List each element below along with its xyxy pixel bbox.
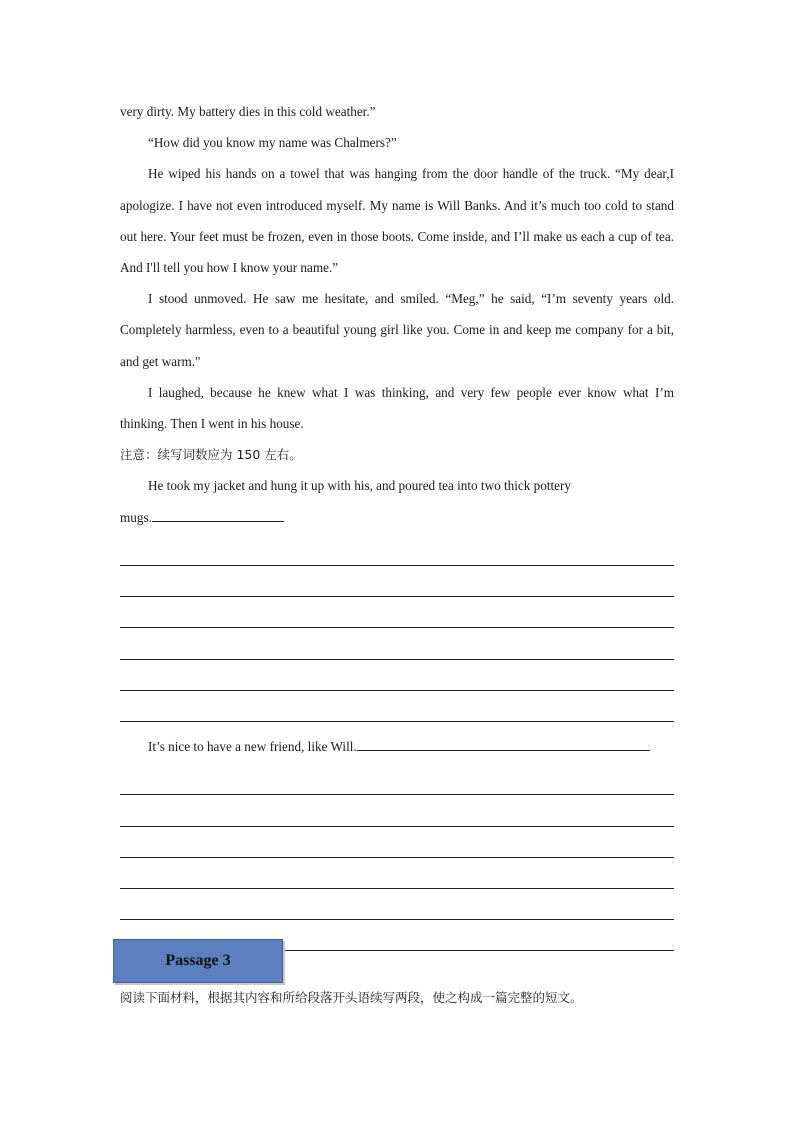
answer-line[interactable] (120, 660, 674, 691)
story-paragraph-5: I laughed, because he knew what I was thinking, and very few people ever know what I’m thinking. Then I went in his house. (120, 384, 674, 432)
answer-lines-1 (120, 535, 674, 722)
writing-prompt-1-line-1: He took my jacket and hung it up with his, and poured tea into two thick pottery (148, 478, 572, 494)
passage-3-label: Passage 3 (165, 952, 231, 969)
answer-line[interactable] (120, 764, 674, 795)
answer-blank-2[interactable] (357, 738, 650, 751)
passage-3-heading (113, 939, 283, 983)
answer-line[interactable] (120, 795, 674, 826)
answer-line[interactable] (120, 628, 674, 659)
answer-line[interactable] (120, 889, 674, 920)
word-count-note: 注意：续写词数应为 150 左右。 (120, 447, 302, 463)
story-paragraph-1: very dirty. My battery dies in this cold weather.” (120, 104, 376, 119)
story-paragraph-4: I stood unmoved. He saw me hesitate, and smiled. “Meg,” he said, “I’m seventy years old. Completely harmless, even to a beautiful young girl like you. Come in and keep me company for a bit, and get warm." (120, 291, 674, 369)
writing-prompt-1-line-2 (120, 502, 674, 533)
answer-line[interactable] (120, 535, 674, 566)
answer-line[interactable] (120, 691, 674, 722)
answer-lines-2 (120, 764, 674, 951)
answer-line[interactable] (120, 566, 674, 597)
answer-line[interactable] (120, 827, 674, 858)
writing-prompt-2 (120, 731, 674, 762)
story-paragraph-3: He wiped his hands on a towel that was hanging from the door handle of the truck. “My dear,I apologize. I have not even introduced myself. My name is Will Banks. And it’s much too cold to stand out here. Your feet must be frozen, even in those boots. Come inside, and I’ll make us each a cup of tea. And I'll tell you how I know your name.” (120, 166, 674, 276)
passage-3-instruction: 阅读下面材料，根据其内容和所给段落开头语续写两段，使之构成一篇完整的短文。 (120, 990, 583, 1005)
document-body (120, 96, 674, 951)
answer-line[interactable] (120, 858, 674, 889)
writing-prompt-2-text: It’s nice to have a new friend, like Will. (148, 738, 357, 754)
answer-blank-1[interactable] (152, 509, 284, 522)
story-paragraph-2: “How did you know my name was Chalmers?” (148, 135, 397, 151)
answer-line[interactable] (120, 597, 674, 628)
writing-prompt-1-text: mugs. (120, 509, 152, 525)
